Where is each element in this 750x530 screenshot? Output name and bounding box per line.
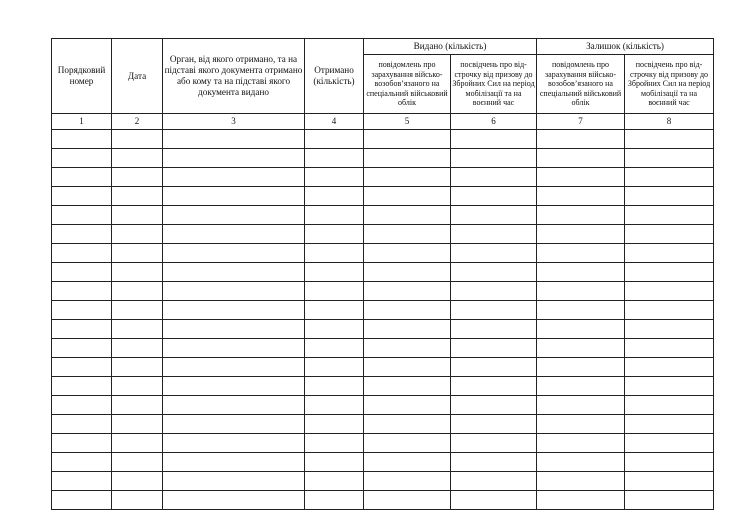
table-cell [451, 282, 537, 301]
table-cell [364, 453, 451, 472]
table-cell [625, 320, 714, 339]
table-cell [52, 282, 112, 301]
table-cell [537, 130, 625, 149]
table-cell [112, 491, 163, 510]
table-row [52, 396, 714, 415]
table-cell [537, 168, 625, 187]
table-cell [52, 491, 112, 510]
table-cell [451, 396, 537, 415]
table-cell [364, 244, 451, 263]
table-cell [112, 244, 163, 263]
table-cell [451, 206, 537, 225]
table-cell [364, 187, 451, 206]
table-cell [625, 453, 714, 472]
table-row [52, 187, 714, 206]
table-cell [112, 434, 163, 453]
column-number: 4 [305, 114, 364, 130]
table-cell [163, 339, 305, 358]
table-cell [625, 130, 714, 149]
table-cell [364, 396, 451, 415]
header-date: Дата [112, 39, 163, 114]
table-cell [305, 434, 364, 453]
table-cell [163, 263, 305, 282]
table-row [52, 415, 714, 434]
table-cell [625, 206, 714, 225]
table-cell [625, 377, 714, 396]
table-cell [305, 225, 364, 244]
table-cell [625, 225, 714, 244]
table-cell [364, 282, 451, 301]
table-cell [537, 415, 625, 434]
table-cell [305, 301, 364, 320]
table-cell [305, 358, 364, 377]
table-cell [52, 206, 112, 225]
table-cell [537, 187, 625, 206]
table-cell [112, 415, 163, 434]
table-row [52, 358, 714, 377]
table-cell [52, 130, 112, 149]
table-cell [305, 453, 364, 472]
column-number: 8 [625, 114, 714, 130]
table-row [52, 320, 714, 339]
table-cell [451, 244, 537, 263]
table-cell [163, 434, 305, 453]
table-cell [451, 301, 537, 320]
table-cell [537, 244, 625, 263]
table-cell [163, 301, 305, 320]
table-cell [364, 149, 451, 168]
table-cell [305, 472, 364, 491]
table-row [52, 244, 714, 263]
table-cell [52, 396, 112, 415]
table-cell [305, 282, 364, 301]
table-cell [305, 396, 364, 415]
table-row [52, 491, 714, 510]
table-cell [163, 130, 305, 149]
table-cell [112, 168, 163, 187]
table-cell [451, 415, 537, 434]
table-cell [364, 415, 451, 434]
table-cell [52, 320, 112, 339]
table-cell [305, 187, 364, 206]
table-row [52, 282, 714, 301]
table-cell [163, 168, 305, 187]
table-cell [112, 396, 163, 415]
table-cell [625, 301, 714, 320]
table-cell [364, 168, 451, 187]
table-cell [163, 377, 305, 396]
table-cell [163, 187, 305, 206]
table-cell [305, 415, 364, 434]
table-cell [52, 301, 112, 320]
table-cell [163, 225, 305, 244]
header-issued-notices: повідомлень про зарахування військовозобов’язаного на спеціальний військовий облік [364, 55, 451, 114]
table-row [52, 168, 714, 187]
table-cell [163, 453, 305, 472]
table-cell [305, 320, 364, 339]
table-cell [451, 377, 537, 396]
column-number: 6 [451, 114, 537, 130]
table-cell [52, 434, 112, 453]
table-cell [625, 168, 714, 187]
table-cell [52, 453, 112, 472]
register-body [52, 130, 714, 510]
table-cell [305, 339, 364, 358]
table-cell [163, 320, 305, 339]
table-cell [625, 472, 714, 491]
table-cell [52, 415, 112, 434]
table-cell [112, 453, 163, 472]
table-cell [364, 263, 451, 282]
table-row [52, 377, 714, 396]
header-organ: Орган, від якого отримано, та на підставі якого документа отримано або кому та на підставі якого документа видано [163, 39, 305, 114]
table-cell [163, 358, 305, 377]
table-cell [451, 225, 537, 244]
table-cell [112, 187, 163, 206]
table-cell [451, 453, 537, 472]
table-cell [163, 491, 305, 510]
column-number: 1 [52, 114, 112, 130]
table-cell [364, 206, 451, 225]
table-row [52, 339, 714, 358]
table-cell [451, 320, 537, 339]
table-cell [537, 301, 625, 320]
column-number-row [52, 114, 714, 130]
table-cell [52, 358, 112, 377]
table-row [52, 472, 714, 491]
table-cell [364, 225, 451, 244]
table-cell [537, 358, 625, 377]
table-cell [451, 358, 537, 377]
register-table [51, 38, 714, 510]
table-cell [305, 244, 364, 263]
table-cell [537, 396, 625, 415]
table-cell [305, 130, 364, 149]
table-cell [112, 225, 163, 244]
header-remaining-group: Залишок (кількість) [537, 39, 714, 55]
header-remaining-notices: повідомлень про зарахування військовозобов’язаного на спеціальний військовий облік [537, 55, 625, 114]
table-cell [537, 206, 625, 225]
table-cell [537, 377, 625, 396]
table-cell [451, 263, 537, 282]
table-cell [451, 472, 537, 491]
table-cell [625, 434, 714, 453]
table-cell [625, 358, 714, 377]
table-cell [625, 396, 714, 415]
table-cell [364, 320, 451, 339]
table-cell [305, 377, 364, 396]
table-cell [625, 491, 714, 510]
table-cell [305, 149, 364, 168]
table-row [52, 225, 714, 244]
table-cell [451, 168, 537, 187]
table-cell [625, 244, 714, 263]
table-cell [364, 491, 451, 510]
table-cell [305, 491, 364, 510]
column-number: 3 [163, 114, 305, 130]
table-cell [451, 130, 537, 149]
table-cell [364, 377, 451, 396]
table-cell [112, 472, 163, 491]
column-number: 5 [364, 114, 451, 130]
table-row [52, 301, 714, 320]
table-cell [625, 187, 714, 206]
header-issued-certificates: посвідчень про відстрочку від призову до Збройних Сил на період мобілізації та на воєнний час [451, 55, 537, 114]
table-cell [537, 434, 625, 453]
table-cell [364, 358, 451, 377]
table-cell [112, 206, 163, 225]
table-cell [625, 339, 714, 358]
table-cell [451, 491, 537, 510]
table-cell [112, 320, 163, 339]
column-number: 7 [537, 114, 625, 130]
table-row [52, 206, 714, 225]
table-cell [52, 225, 112, 244]
table-cell [537, 491, 625, 510]
header-remaining-certificates: посвідчень про відстрочку від призову до Збройних Сил на період мобілізації та на воєнний час [625, 55, 714, 114]
table-cell [364, 472, 451, 491]
table-cell [537, 320, 625, 339]
table-cell [305, 263, 364, 282]
header-issued-group: Видано (кількість) [364, 39, 537, 55]
table-cell [537, 263, 625, 282]
table-cell [537, 453, 625, 472]
table-cell [112, 301, 163, 320]
table-cell [52, 149, 112, 168]
table-cell [52, 168, 112, 187]
table-cell [163, 396, 305, 415]
table-cell [112, 282, 163, 301]
table-cell [112, 149, 163, 168]
table-cell [364, 339, 451, 358]
table-cell [451, 187, 537, 206]
table-cell [451, 339, 537, 358]
table-row [52, 453, 714, 472]
table-cell [112, 263, 163, 282]
table-cell [163, 472, 305, 491]
table-cell [163, 149, 305, 168]
table-cell [52, 187, 112, 206]
table-row [52, 263, 714, 282]
header-received: Отримано (кількість) [305, 39, 364, 114]
table-cell [112, 358, 163, 377]
table-cell [163, 244, 305, 263]
table-row [52, 149, 714, 168]
table-cell [451, 434, 537, 453]
table-cell [112, 130, 163, 149]
table-cell [625, 282, 714, 301]
table-cell [364, 301, 451, 320]
table-row [52, 434, 714, 453]
table-cell [112, 339, 163, 358]
table-cell [537, 149, 625, 168]
table-cell [364, 130, 451, 149]
table-cell [163, 415, 305, 434]
header-order-number: Порядковий номер [52, 39, 112, 114]
table-cell [305, 168, 364, 187]
table-cell [364, 434, 451, 453]
table-cell [52, 244, 112, 263]
column-number: 2 [112, 114, 163, 130]
table-cell [537, 282, 625, 301]
table-cell [112, 377, 163, 396]
table-cell [625, 263, 714, 282]
table-cell [163, 282, 305, 301]
table-cell [625, 415, 714, 434]
table-cell [451, 149, 537, 168]
table-cell [163, 206, 305, 225]
table-cell [625, 149, 714, 168]
table-cell [537, 339, 625, 358]
table-row [52, 130, 714, 149]
table-cell [52, 472, 112, 491]
table-cell [537, 225, 625, 244]
table-cell [305, 206, 364, 225]
table-cell [52, 339, 112, 358]
table-cell [52, 377, 112, 396]
table-cell [52, 263, 112, 282]
table-cell [537, 472, 625, 491]
